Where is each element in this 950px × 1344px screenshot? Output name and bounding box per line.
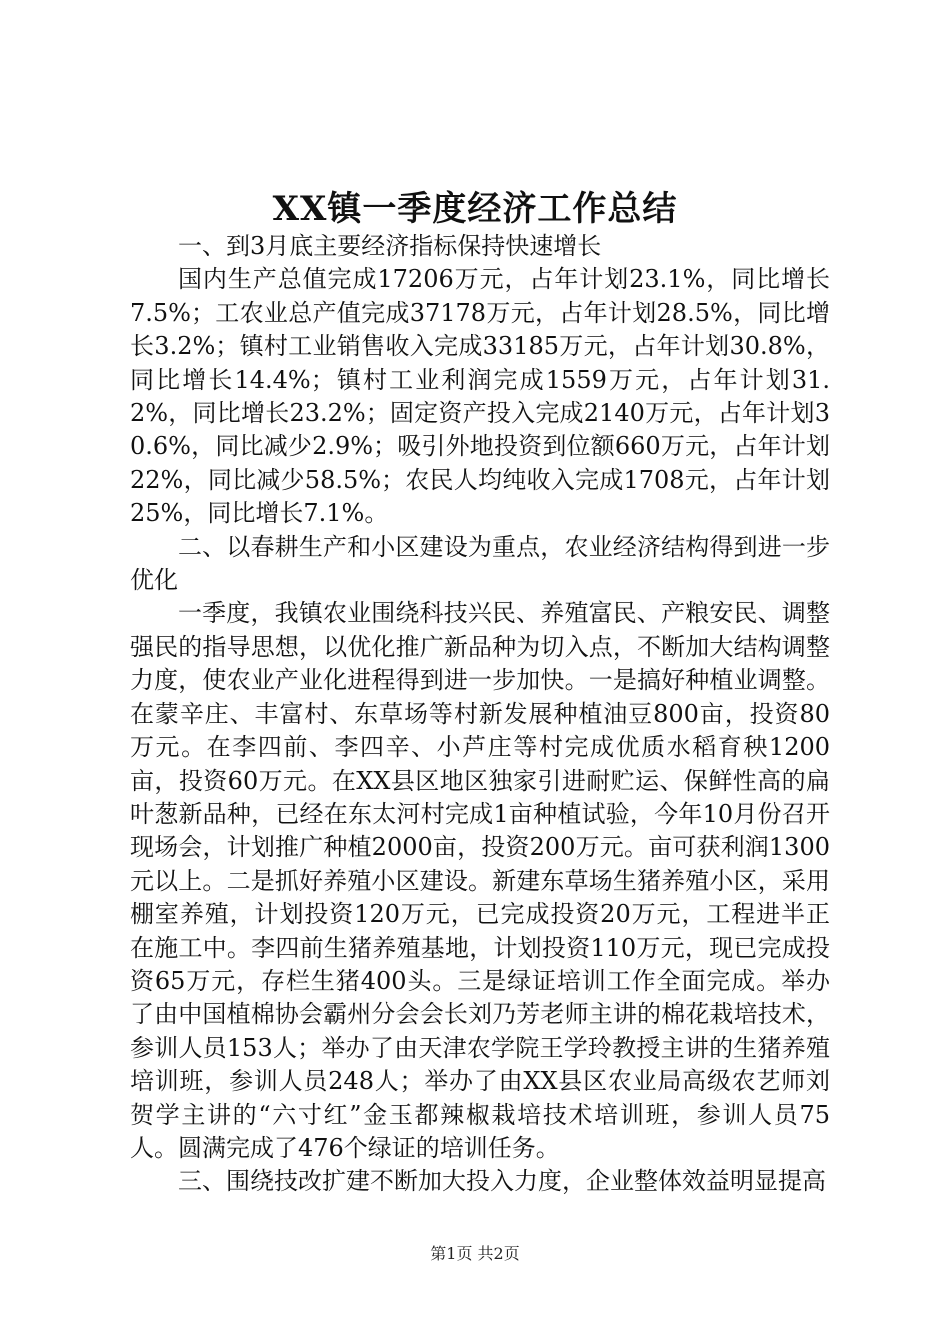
body-paragraph-2: 一季度，我镇农业围绕科技兴民、养殖富民、产粮安民、调整强民的指导思想，以优化推广新品种为切入点，不断加大结构调整力度，使农业产业化进程得到进一步加快。一是搞好种植业调整。在蒙辛庄、丰富村、东草场等村新发展种植油豆800亩，投资80万元。在李四前、李四辛、小芦庄等村完成优质水稻育秧1200亩，投资60万元。在XX县区地区独家引进耐贮运、保鲜性高的扁叶葱新品种，已经在东太河村完成1亩种植试验，今年10月份召开现场会，计划推广种植2000亩，投资200万元。亩可获利润1300元以上。二是抓好养殖小区建设。新建东草场生猪养殖小区，采用棚室养殖，计划投资120万元，已完成投资20万元，工程进半正在施工中。李四前生猪养殖基地，计划投资110万元，现已完成投资65万元，存栏生猪400头。三是绿证培训工作全面完成。举办了由中国植棉协会霸州分会会长刘乃芳老师主讲的棉花栽培技术，参训人员153人；举办了由天津农学院王学玲教授主讲的生猪养殖培训班，参训人员248人；举办了由XX县区农业局高级农艺师刘贺学主讲的“六寸红”金玉都辣椒栽培技术培训班，参训人员75人。圆满完成了476个绿证的培训任务。 xyxy=(130,599,830,1162)
body-paragraph-1: 国内生产总值完成17206万元，占年计划23.1%，同比增长7.5%；工农业总产值完成37178万元，占年计划28.5%，同比增长3.2%；镇村工业销售收入完成33185万元，占年计划30.8%，同比增长14.4%；镇村工业利润完成1559万元，占年计划31.2%，同比增长23.2%；固定资产投入完成2140万元，占年计划30.6%，同比减少2.9%；吸引外地投资到位额660万元，占年计划22%，同比减少58.5%；农民人均纯收入完成1708元，占年计划25%，同比增长7.1%。 xyxy=(130,265,830,528)
section-heading-2: 二、以春耕生产和小区建设为重点，农业经济结构得到进一步优化 xyxy=(130,532,830,595)
section-heading-1: 一、到3月底主要经济指标保持快速增长 xyxy=(178,232,602,260)
page-number-footer: 第1页 共2页 xyxy=(430,1244,520,1263)
document-title: XX镇一季度经济工作总结 xyxy=(272,189,678,229)
document-body xyxy=(130,230,830,1199)
section-heading-3: 三、围绕技改扩建不断加大投入力度，企业整体效益明显提高 xyxy=(178,1167,826,1196)
